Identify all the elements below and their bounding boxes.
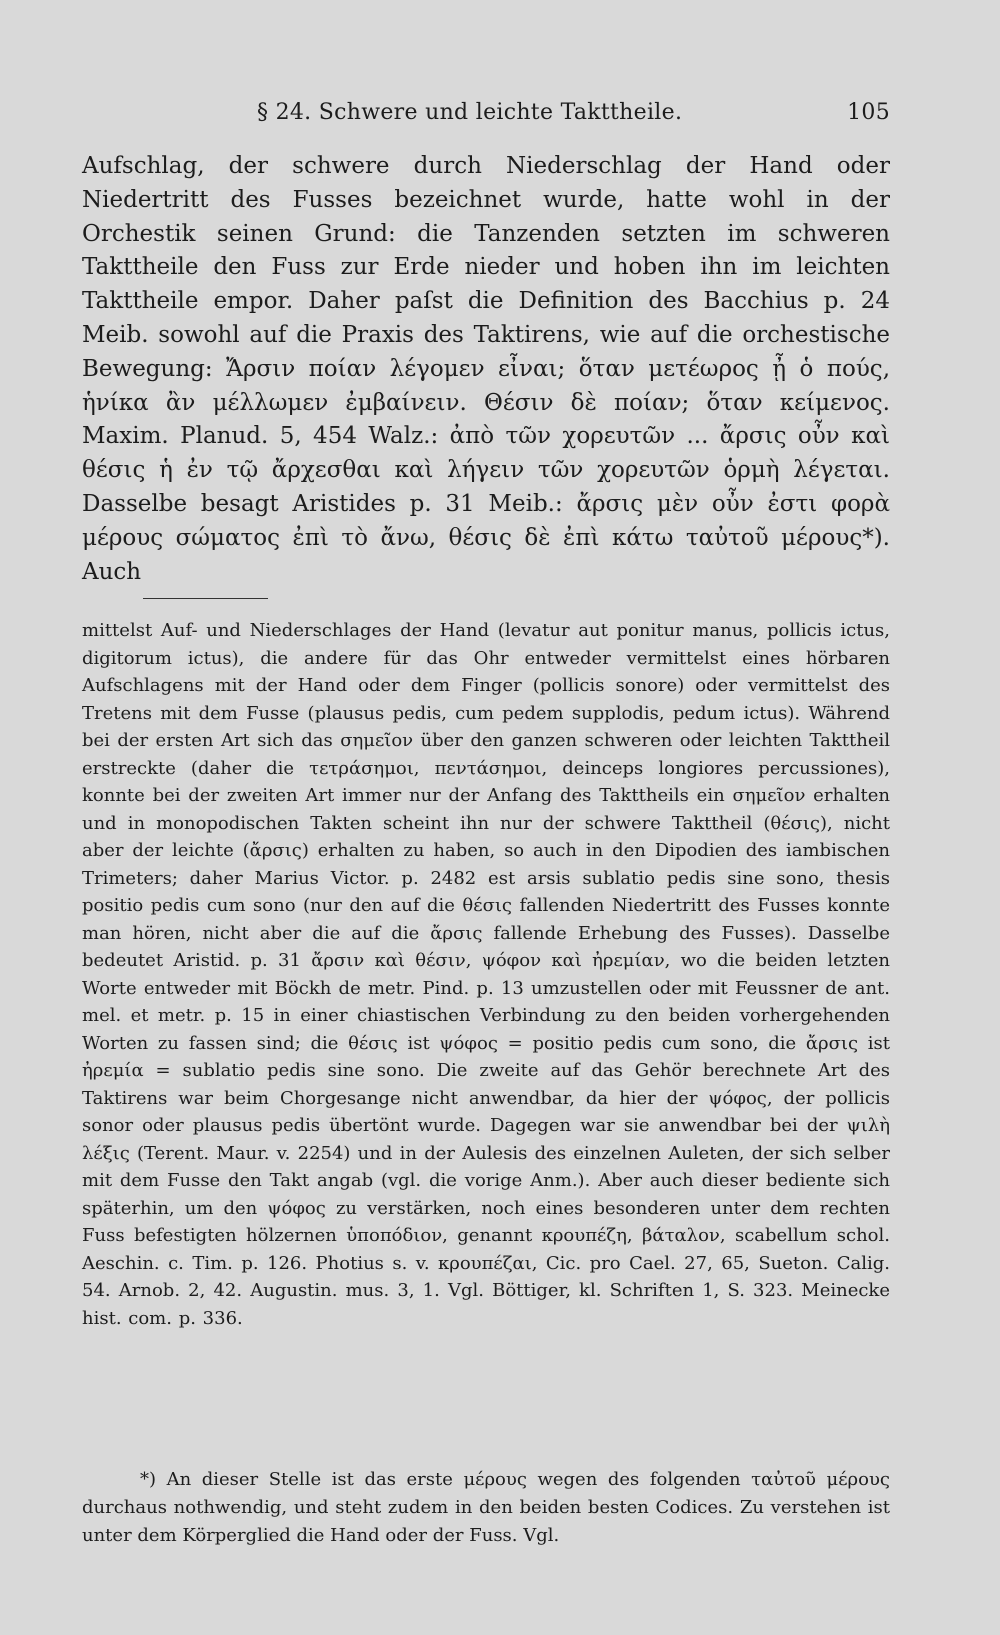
footnote-separator <box>143 598 268 599</box>
running-header <box>82 100 890 136</box>
page-number: 105 <box>847 100 890 125</box>
section-title: § 24. Schwere und leichte Takttheile. <box>257 100 683 125</box>
footnote-continuation: mittelst Auf- und Niederschlages der Hand (levatur aut ponitur manus, pollicis ictus, digitorum ictus), die andere für das Ohr entweder vermittelst eines hörbaren Aufschlagens mit der Hand oder dem Finger (pollicis sonore) oder vermittelst des Tretens mit dem Fusse (plausus pedis, cum pedem supplodis, pedum ictus). Während bei der ersten Art sich das σημεῖον über den ganzen schweren oder leichten Takttheil erstreckte (daher die τετράσημοι, πεντάσημοι, deinceps longiores percussiones), konnte bei der zweiten Art immer nur der Anfang des Takttheils ein σημεῖον erhalten und in monopodischen Takten scheint ihn nur der schwere Takttheil (θέσις), nicht aber der leichte (ἄρσις) erhalten zu haben, so auch in den Dipodien des iambischen Trimeters; daher Marius Victor. p. 2482 est arsis sublatio pedis sine sono, thesis positio pedis cum sono (nur den auf die θέσις fallenden Niedertritt des Fusses konnte man hören, nicht aber die auf die ἄρσις fallende Erhebung des Fusses). Dasselbe bedeutet Aristid. p. 31 ἄρσιν καὶ θέσιν, ψόφον καὶ ἠρεμίαν, wo die beiden letzten Worte entweder mit Böckh de metr. Pind. p. 13 umzustellen oder mit Feussner de ant. mel. et metr. p. 15 in einer chiastischen Verbindung zu den beiden vorhergehenden Worten zu fassen sind; die θέσις ist ψόφος = positio pedis cum sono, die ἄρσις ist ἠρεμία = sublatio pedis sine sono. Die zweite auf das Gehör berechnete Art des Taktirens war beim Chorgesange nicht anwendbar, da hier der ψόφος, der pollicis sonor oder plausus pedis übertönt wurde. Dagegen war sie anwendbar bei der ψιλὴ λέξις (Terent. Maur. v. 2254) und in der Aulesis des einzelnen Auleten, der sich selber mit dem Fusse den Takt angab (vgl. die vorige Anm.). Aber auch dieser bediente sich späterhin, um den ψόφος zu verstärken, noch eines besonderen unter dem rechten Fuss befestigten hölzernen ὑποπόδιον, genannt κρουπέζη, βάταλον, scabellum schol. Aeschin. c. Tim. p. 126. Photius s. v. κρουπέζαι, Cic. pro Cael. 27, 65, Sueton. Calig. 54. Arnob. 2, 42. Augustin. mus. 3, 1. Vgl. Böttiger, kl. Schriften 1, S. 323. Meinecke hist. com. p. 336. <box>82 620 890 1329</box>
main-text: Aufschlag, der schwere durch Niederschlag der Hand oder Niedertritt des Fusses bezeichnet wurde, hatte wohl in der Orchestik seinen Grund: die Tanzenden setzten im schweren Takttheile den Fuss zur Erde nieder und hoben ihn im leichten Takttheile empor. Daher paſst die Definition des Bacchius p. 24 Meib. sowohl auf die Praxis des Taktirens, wie auf die orchestische Bewegung: Ἄρσιν ποίαν λέγομεν εἶναι; ὅταν μετέωρος ᾖ ὁ πούς, ἡνίκα ἂν μέλλωμεν ἐμβαίνειν. Θέσιν δὲ ποίαν; ὅταν κείμενος. Maxim. Planud. 5, 454 Walz.: ἀπὸ τῶν χορευτῶν ... ἄρσις οὖν καὶ θέσις ἡ ἐν τῷ ἄρχεσθαι καὶ λήγειν τῶν χορευτῶν ὁρμὴ λέγεται. Dasselbe besagt Aristides p. 31 Meib.: ἄρσις μὲν οὖν ἐστι φορὰ μέρους σώματος ἐπὶ τὸ ἄνω, θέσις δὲ ἐπὶ κάτω ταὐτοῦ μέρους*). Auch <box>82 153 890 585</box>
footnote-star: *) An dieser Stelle ist das erste μέρους wegen des folgenden ταὐτοῦ μέρους durchaus nothwendig, und steht zudem in den beiden besten Codices. Zu verstehen ist unter dem Körperglied die Hand oder der Fuss. Vgl. <box>82 1469 890 1546</box>
